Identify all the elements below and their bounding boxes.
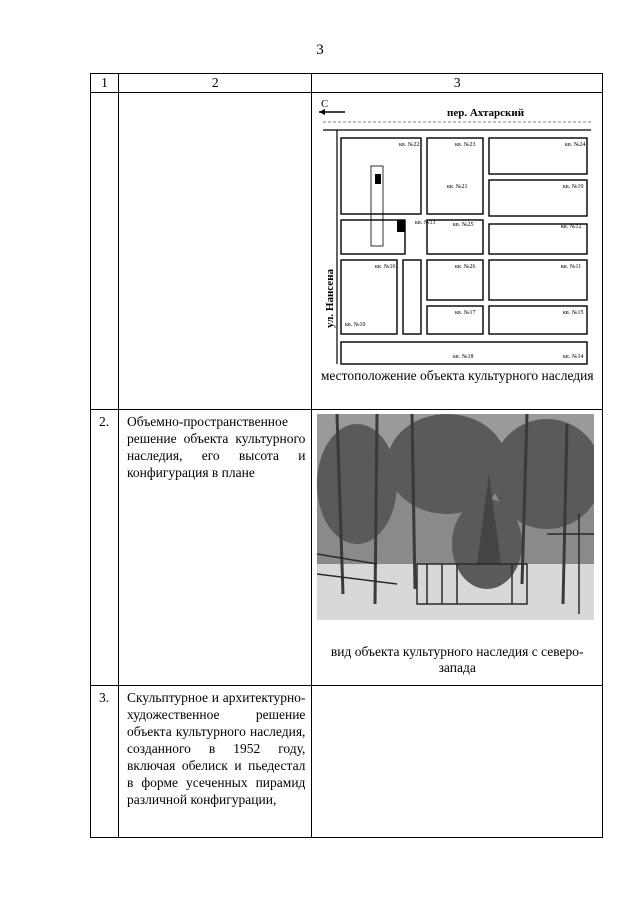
table-header-row bbox=[91, 74, 603, 93]
table-row-sculptural bbox=[91, 686, 603, 838]
monument-photo bbox=[317, 414, 594, 620]
row3-empty-cell bbox=[312, 686, 603, 838]
svg-text:кв. №25: кв. №25 bbox=[453, 222, 474, 228]
north-label: С bbox=[321, 98, 329, 110]
row2-number: 2. bbox=[91, 410, 119, 686]
row3-description: Скульптурное и архитектурно-художественное решение объекта культурного наследия, созданного в 1952 году, включая обелиск и пьедестал в форме усеченных пирамид различной конфигурации, bbox=[119, 686, 312, 838]
svg-text:кв. №14: кв. №14 bbox=[563, 354, 584, 360]
table-row-location bbox=[91, 93, 603, 410]
row2-description: Объемно-пространственное решение объекта культурного наследия, его высота и конфигурация в плане bbox=[119, 410, 312, 686]
row1-image-cell bbox=[312, 93, 603, 410]
header-col-1: 1 bbox=[91, 74, 119, 93]
street-top-label: пер. Ахтарский bbox=[447, 107, 525, 119]
svg-text:кв. №23: кв. №23 bbox=[455, 142, 476, 148]
document-table bbox=[90, 73, 603, 838]
header-col-3: 3 bbox=[312, 74, 603, 93]
svg-text:кв. №19: кв. №19 bbox=[563, 184, 584, 190]
svg-text:кв. №17: кв. №17 bbox=[455, 310, 476, 316]
svg-text:кв. №18: кв. №18 bbox=[453, 354, 474, 360]
svg-text:кв. №21: кв. №21 bbox=[447, 184, 468, 190]
location-map bbox=[315, 96, 599, 368]
svg-text:кв. №26: кв. №26 bbox=[455, 264, 476, 270]
svg-text:кв. №12: кв. №12 bbox=[561, 224, 582, 230]
header-col-2: 2 bbox=[119, 74, 312, 93]
map-caption: местоположение объекта культурного наследия bbox=[320, 368, 594, 383]
svg-text:кв. №16: кв. №16 bbox=[375, 264, 396, 270]
row3-number: 3. bbox=[91, 686, 119, 838]
svg-text:кв. №10: кв. №10 bbox=[345, 322, 366, 328]
svg-text:кв. №15: кв. №15 bbox=[563, 310, 584, 316]
svg-text:кв. №22: кв. №22 bbox=[399, 142, 420, 148]
svg-text:кв. №24: кв. №24 bbox=[565, 142, 586, 148]
row1-description-cell bbox=[119, 93, 312, 410]
table-row-spatial bbox=[91, 410, 603, 686]
street-left-label: ул. Нансена bbox=[324, 268, 337, 328]
row1-number-cell bbox=[91, 93, 119, 410]
row2-image-cell bbox=[312, 410, 603, 686]
svg-text:кв. №11: кв. №11 bbox=[561, 264, 582, 270]
photo-caption: вид объекта культурного наследия с северо-запада bbox=[330, 644, 584, 675]
svg-text:кв. №13: кв. №13 bbox=[415, 220, 436, 226]
page-number: 3 bbox=[316, 42, 324, 58]
